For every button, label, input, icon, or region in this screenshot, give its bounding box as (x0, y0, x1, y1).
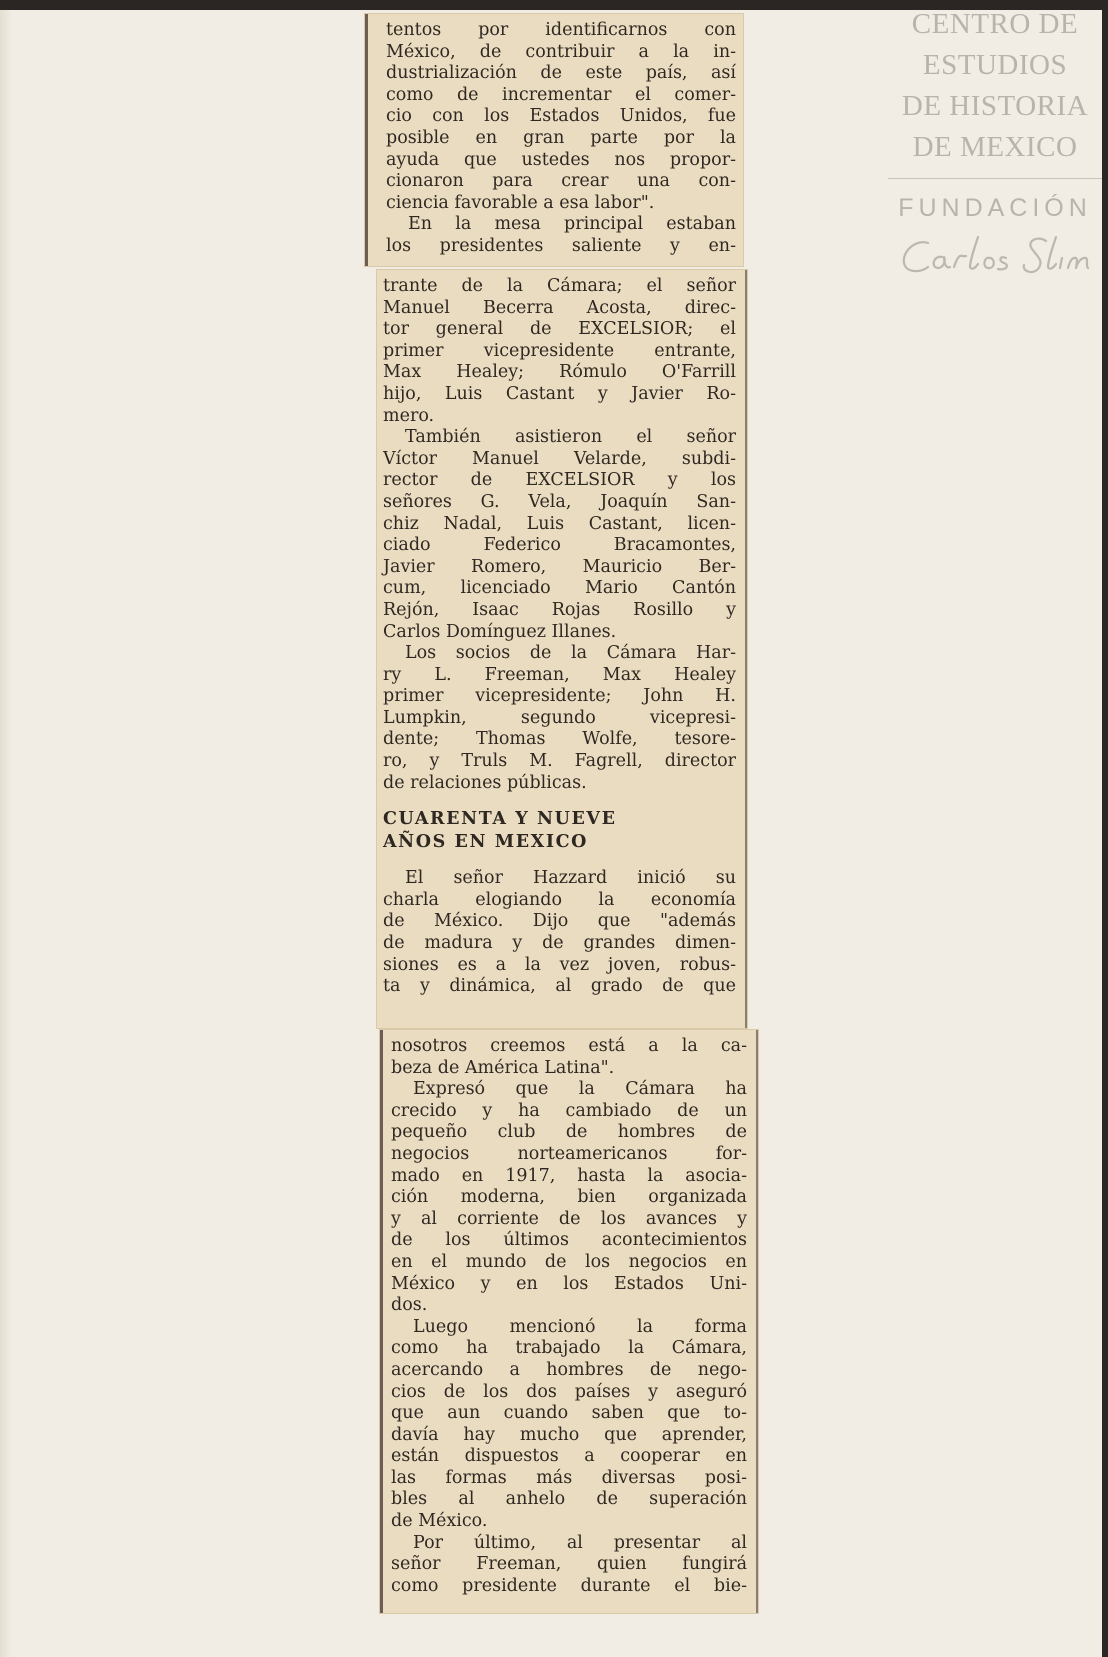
text-line: davía hay mucho que aprender, (391, 1424, 747, 1445)
text-line: Lumpkin, segundo vicepresi- (383, 707, 736, 728)
text-line: cum, licenciado Mario Cantón (383, 578, 736, 599)
text-line: de México. Dijo que "además (383, 911, 736, 932)
watermark-divider (888, 178, 1102, 179)
text-line: las formas más diversas posi- (391, 1467, 747, 1488)
text-line: Rejón, Isaac Rojas Rosillo y (383, 599, 736, 620)
text-line: Manuel Becerra Acosta, direc- (383, 297, 736, 318)
text-line: En la mesa principal estaban (408, 214, 736, 235)
text-line: los presidentes saliente y en- (386, 235, 736, 256)
text-line: como ha trabajado la Cámara, (391, 1338, 747, 1359)
newspaper-clipping-3 (380, 1030, 758, 1613)
text-line: están dispuestos a cooperar en (391, 1446, 747, 1467)
section-heading: AÑOS EN MEXICO (383, 832, 589, 853)
text-line: charla elogiando la economía (383, 889, 736, 910)
text-line: ciencia favorable a esa labor". (386, 192, 655, 213)
text-line: señores G. Vela, Joaquín San- (383, 491, 736, 512)
text-line: Javier Romero, Mauricio Ber- (383, 556, 736, 577)
text-line: posible en gran parte por la (386, 127, 736, 148)
text-line: Víctor Manuel Velarde, subdi- (383, 448, 736, 469)
text-line: cio con los Estados Unidos, fue (386, 106, 736, 127)
text-line: trante de la Cámara; el señor (383, 276, 736, 296)
text-line: bles al anhelo de superación (391, 1489, 747, 1510)
text-line: Por último, al presentar al (413, 1532, 747, 1553)
text-line: El señor Hazzard inició su (405, 868, 736, 889)
text-line: dustrialización de este país, así (386, 63, 736, 84)
text-line: que aun cuando saben que to- (391, 1403, 747, 1424)
text-line: y al corriente de los avances y (391, 1208, 747, 1229)
text-line: México y en los Estados Uni- (391, 1273, 747, 1294)
text-line: como presidente durante el bie- (391, 1575, 747, 1596)
text-line: como de incrementar el comer- (386, 84, 736, 105)
text-line: ro, y Truls M. Fagrell, director (383, 751, 736, 772)
text-line: rector de EXCELSIOR y los (383, 470, 736, 491)
text-line: negocios norteamericanos for- (391, 1143, 747, 1164)
text-line: de madura y de grandes dimen- (383, 933, 736, 954)
text-line: México, de contribuir a la in- (386, 41, 736, 62)
text-line: cios de los dos países y aseguró (391, 1381, 747, 1402)
text-line: señor Freeman, quien fungirá (391, 1554, 747, 1575)
text-line: chiz Nadal, Luis Castant, licen- (383, 513, 736, 534)
watermark-line: DE HISTORIA (901, 90, 1089, 122)
text-line: mero. (383, 405, 435, 426)
text-line: Los socios de la Cámara Har- (405, 643, 736, 664)
text-line: ta y dinámica, al grado de que (383, 976, 736, 997)
signature-logo (894, 231, 1102, 283)
text-line: de México. (391, 1511, 488, 1532)
section-gap (383, 854, 736, 868)
text-line: crecido y ha cambiado de un (391, 1100, 747, 1121)
scan-right-border (1102, 0, 1108, 1657)
text-line: pequeño club de hombres de (391, 1122, 747, 1143)
text-line: cionaron para crear una con- (386, 171, 736, 192)
text-line: ción moderna, bien organizada (391, 1187, 747, 1208)
text-line: ciado Federico Bracamontes, (383, 535, 736, 556)
text-line: dente; Thomas Wolfe, tesore- (383, 729, 736, 750)
section-heading: CUARENTA Y NUEVE (383, 809, 617, 830)
watermark-line: CENTRO DE (911, 8, 1079, 40)
text-line: primer vicepresidente; John H. (383, 686, 736, 707)
text-line: de los últimos acontecimientos (391, 1230, 747, 1251)
text-line: Max Healey; Rómulo O'Farrill (383, 362, 736, 383)
text-line: mado en 1917, hasta la asocia- (391, 1165, 747, 1186)
page-edge-shadow (0, 10, 12, 1657)
section-gap (383, 794, 736, 808)
text-line: primer vicepresidente entrante, (383, 340, 736, 361)
text-line: tor general de EXCELSIOR; el (383, 319, 736, 340)
newspaper-clipping-1 (365, 14, 743, 266)
text-line: nosotros creemos está a la ca- (391, 1036, 747, 1056)
newspaper-clipping-2 (377, 270, 747, 1028)
watermark-line: ESTUDIOS (922, 49, 1068, 81)
watermark-line: DE MEXICO (912, 131, 1078, 163)
text-line: en el mundo de los negocios en (391, 1251, 747, 1272)
text-line: Expresó que la Cámara ha (413, 1079, 747, 1100)
watermark-foundation: FUNDACIÓN (898, 194, 1092, 222)
text-line: de relaciones públicas. (383, 772, 587, 793)
text-line: beza de América Latina". (391, 1057, 615, 1078)
text-line: También asistieron el señor (405, 427, 736, 448)
text-line: Carlos Domínguez Illanes. (383, 621, 617, 642)
text-line: ayuda que ustedes nos propor- (386, 149, 736, 170)
text-line: dos. (391, 1295, 428, 1316)
text-line: siones es a la vez joven, robus- (383, 954, 736, 975)
archive-watermark (888, 4, 1102, 283)
text-line: ry L. Freeman, Max Healey (383, 664, 736, 685)
text-line: hijo, Luis Castant y Javier Ro- (383, 383, 736, 404)
text-line: tentos por identificarnos con (386, 20, 736, 40)
text-line: Luego mencionó la forma (413, 1316, 747, 1337)
text-line: acercando a hombres de nego- (391, 1359, 747, 1380)
